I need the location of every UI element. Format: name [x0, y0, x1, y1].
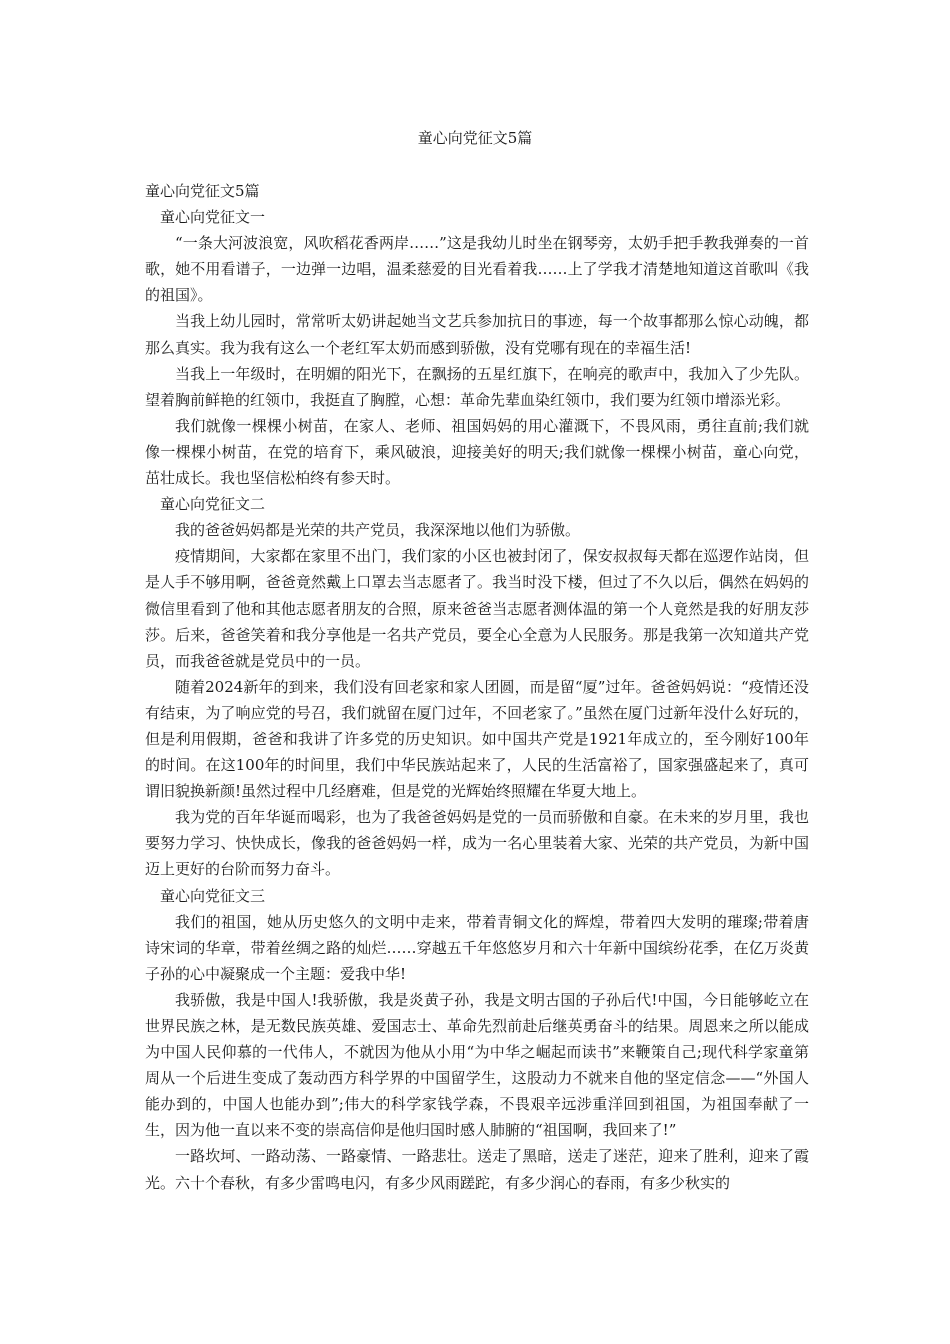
- paragraph: 我们就像一棵棵小树苗，在家人、老师、祖国妈妈的用心灌溉下，不畏风雨，勇往直前;我们就像一棵棵小树苗，在党的培育下，乘风破浪，迎接美好的明天;我们就像一棵棵小树苗，童心向党，茁壮成长。我也坚信松柏终有参天时。: [145, 416, 809, 488]
- paragraph: 疫情期间，大家都在家里不出门，我们家的小区也被封闭了，保安叔叔每天都在巡逻作站岗，但是人手不够用啊，爸爸竟然戴上口罩去当志愿者了。我当时没下楼，但过了不久以后，偶然在妈妈的微信里看到了他和其他志愿者朋友的合照，原来爸爸当志愿者测体温的第一个人竟然是我的好朋友莎莎。后来，爸爸笑着和我分享他是一名共产党员，要全心全意为人民服务。那是我第一次知道共产党员，而我爸爸就是党员中的一员。: [145, 547, 809, 670]
- paragraph: 随着2024新年的到来，我们没有回老家和家人团圆，而是留“厦”过年。爸爸妈妈说：“疫情还没有结束，为了响应党的号召，我们就留在厦门过年，不回老家了。”虽然在厦门过新年没什么好玩的，但是利用假期，爸爸和我讲了许多党的历史知识。如中国共产党是1921年成立的，至今刚好100年的时间。在这100年的时间里，我们中华民族站起来了，人民的生活富裕了，国家强盛起来了，真可谓旧貌换新颜!虽然过程中几经磨难，但是党的光辉始终照耀在华夏大地上。: [145, 677, 809, 801]
- document-title: 童心向党征文5篇: [417, 129, 533, 147]
- paragraph: 我骄傲，我是中国人!我骄傲，我是炎黄子孙，我是文明古国的子孙后代!中国，今日能够屹立在世界民族之林，是无数民族英雄、爱国志士、革命先烈前赴后继英勇奋斗的结果。周恩来之所以能成为中国人民仰慕的一代伟人，不就因为他从小用“为中华之崛起而读书”来鞭策自己;现代科学家童第周从一个后进生变成了轰动西方科学界的中国留学生，这股动力不就来自他的坚定信念——“外国人能办到的，中国人也能办到”;伟大的科学家钱学森，不畏艰辛远涉重洋回到祖国，为祖国奉献了一生，因为他一直以来不变的崇高信仰是他归国时感人肺腑的“祖国啊，我回来了!”: [145, 990, 809, 1140]
- paragraph: 我的爸爸妈妈都是光荣的共产党员，我深深地以他们为骄傲。: [175, 521, 581, 540]
- paragraph: “一条大河波浪宽，风吹稻花香两岸……”这是我幼儿时坐在钢琴旁，太奶手把手教我弹奏的一首歌，她不用看谱子，一边弹一边唱，温柔慈爱的目光看着我……上了学我才清楚地知道这首歌叫《我的祖国》。: [145, 234, 809, 305]
- section-heading: 童心向党征文三: [160, 886, 266, 905]
- paragraph: 我们的祖国，她从历史悠久的文明中走来，带着青铜文化的辉煌，带着四大发明的璀璨;带着唐诗宋词的华章，带着丝绸之路的灿烂……穿越五千年悠悠岁月和六十年新中国缤纷花季，在亿万炎黄子孙的心中凝聚成一个主题：爱我中华!: [145, 912, 809, 983]
- section-heading: 童心向党征文二: [160, 495, 266, 514]
- paragraph: 我为党的百年华诞而喝彩，也为了我爸爸妈妈是党的一员而骄傲和自豪。在未来的岁月里，我也要努力学习、快快成长，像我的爸爸妈妈一样，成为一名心里装着大家、光荣的共产党员，为新中国迈上更好的台阶而努力奋斗。: [145, 808, 809, 879]
- section-heading: 童心向党征文一: [160, 208, 266, 227]
- paragraph: 一路坎坷、一路动荡、一路豪情、一路悲壮。送走了黑暗，送走了迷茫，迎来了胜利，迎来了霞光。六十个春秋，有多少雷鸣电闪，有多少风雨蹉跎，有多少润心的春雨，有多少秋实的: [145, 1147, 809, 1192]
- document-body: [145, 178, 809, 1196]
- paragraph: 当我上一年级时，在明媚的阳光下，在飘扬的五星红旗下，在响亮的歌声中，我加入了少先队。望着胸前鲜艳的红领巾，我挺直了胸膛，心想：革命先辈血染红领巾，我们要为红领巾增添光彩。: [145, 364, 809, 409]
- document-subtitle: 童心向党征文5篇: [145, 182, 260, 200]
- paragraph: 当我上幼儿园时，常常听太奶讲起她当文艺兵参加抗日的事迹，每一个故事都那么惊心动魄，都那么真实。我为我有这么一个老红军太奶而感到骄傲，没有党哪有现在的幸福生活!: [145, 312, 809, 357]
